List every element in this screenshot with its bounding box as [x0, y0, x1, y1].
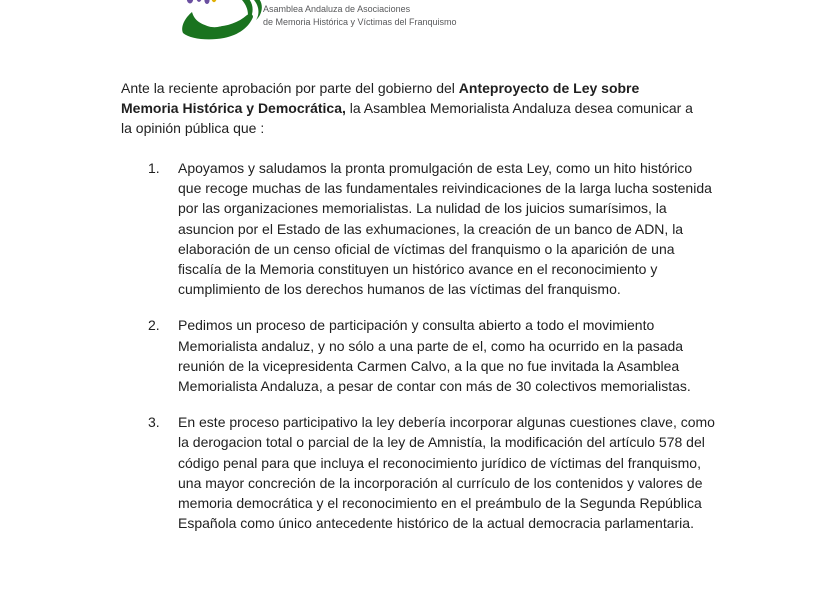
list-item-number: 1.	[148, 160, 160, 176]
intro-paragraph	[121, 78, 696, 139]
organization-name-line2: de Memoria Histórica y Víctimas del Franquismo	[263, 16, 457, 27]
list-item-text: En este proceso participativo la ley debería incorporar algunas cuestiones clave, como la derogacion total o parcial de la ley de Amnistía, la modificación del artículo 578 del código penal para que incluya el reconocimiento jurídico de víctimas del franquismo, una mayor concreción de la incorporación al currículo de los contenidos y valores de memoria democrática y el reconocimiento en el preámbulo de la Segunda República Española como único antecedente histórico de la actual democracia parlamentaria.	[178, 414, 715, 532]
hand-flowers-logo-icon	[176, 0, 272, 44]
statement-list	[148, 158, 718, 549]
list-item	[148, 158, 718, 299]
flower-petal-icon	[204, 0, 209, 4]
intro-bold-law-title: Anteproyecto de Ley sobre Memoria Histórica y Democrática,	[121, 80, 640, 117]
flower-petal-icon	[187, 0, 193, 4]
organization-name	[263, 3, 457, 28]
intro-text-after-bold: la Asamblea Memorialista Andaluza desea comunicar a la opinión pública que :	[121, 100, 693, 137]
list-item	[148, 315, 718, 396]
organization-name-line1: Asamblea Andaluza de Asociaciones	[263, 4, 411, 14]
list-item-text: Pedimos un proceso de participación y consulta abierto a todo el movimiento Memorialista andaluz, y no sólo a una parte de el, como ha ocurrido en la pasada reunión de la vicepresidenta Carmen Calvo, a la que no fue invitada la Asamblea Memorialista Andaluza, a pesar de contar con más de 30 colectivos memorialistas.	[178, 317, 691, 395]
intro-text-before-bold: Ante la reciente aprobación por parte del gobierno del	[121, 80, 459, 96]
leaf-blade-icon	[254, 0, 262, 20]
flower-petal-icon	[211, 0, 216, 2]
list-item-text: Apoyamos y saludamos la pronta promulgación de esta Ley, como un hito histórico que recoge muchas de las fundamentales reivindicaciones de la larga lucha sostenida por las organizaciones memorialistas. La nulidad de los juicios sumarísimos, la asuncion por el Estado de las exhumaciones, la creación de un banco de ADN, la elaboración de un censo oficial de víctimas del franquismo o la aparición de una fiscalía de la Memoria constituyen un histórico avance en el reconocimiento y cumplimiento de los derechos humanos de las víctimas del franquismo.	[178, 160, 712, 298]
list-item-number: 2.	[148, 317, 160, 334]
list-item	[148, 412, 718, 533]
list-item-number: 3.	[148, 414, 160, 431]
flower-petal-icon	[196, 0, 202, 2]
